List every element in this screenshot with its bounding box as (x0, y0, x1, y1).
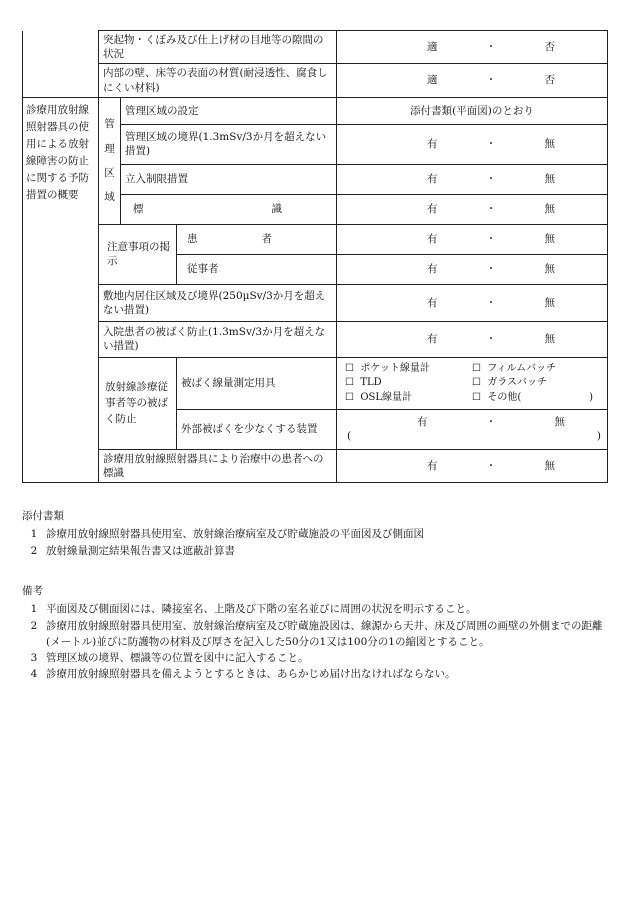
option-separator: ・ (485, 74, 497, 87)
worker-exposure-label: 放射線診療従事者等の被ばく防止 (99, 357, 177, 449)
row-label: 患 者 (177, 224, 337, 254)
option-no[interactable]: 否 (544, 41, 555, 54)
row-label: 標 識 (121, 194, 337, 224)
option-yes[interactable]: 有 (427, 203, 438, 216)
option-separator: ・ (485, 203, 497, 216)
option-no[interactable]: 無 (554, 416, 565, 429)
row-label: 診療用放射線照射器具により治療中の患者への標識 (99, 449, 337, 482)
option-cell[interactable] (337, 194, 608, 224)
table-row (23, 321, 608, 357)
option-no[interactable]: 無 (544, 173, 555, 186)
option-no[interactable]: 無 (544, 263, 555, 276)
table-row (23, 31, 608, 64)
table-row (23, 64, 608, 97)
list-item: 2 診療用放射線照射器具使用室、放射線治療病室及び貯蔵施設図は、線源から天井、床及び周囲の画壁の外側までの距離(メートル)並びに防護物の材料及び厚さを記入した50分の1又は100分の1の縮図とすること。 (30, 619, 603, 648)
checkbox-pocket-dosimeter[interactable]: ☐ ポケット線量計 (345, 362, 430, 374)
row-label: 立入制限措置 (121, 164, 337, 194)
option-separator: ・ (485, 233, 497, 246)
row-label: 被ばく線量測定用具 (177, 357, 337, 409)
option-separator: ・ (485, 333, 497, 346)
notice-label: 注意事項の掲示 (99, 224, 177, 284)
option-separator: ・ (485, 296, 497, 309)
area-label: 管 理 区 域 (99, 97, 121, 224)
dosimeter-options (337, 357, 608, 409)
option-yes[interactable]: 有 (427, 263, 438, 276)
table-row (23, 449, 608, 482)
list-item: 1 診療用放射線照射器具使用室、放射線治療病室及び貯蔵施設の平面図及び側面図 (30, 528, 424, 541)
option-no[interactable]: 無 (544, 138, 555, 151)
option-separator: ・ (485, 173, 497, 186)
row-label: 突起物・くぼみ及び仕上げ材の目地等の隙間の状況 (99, 31, 337, 64)
table-row (23, 224, 608, 254)
list-item: 1 平面図及び側面図には、隣接室名、上階及び下階の室名並びに周囲の状況を明示すること。 (30, 603, 477, 616)
remarks-heading: 備考 (22, 585, 43, 597)
option-separator: ・ (485, 41, 497, 54)
checkbox-osl-dosimeter[interactable]: ☐ OSL線量計 (345, 391, 413, 403)
option-no[interactable]: 無 (544, 203, 555, 216)
facility-form-table (22, 30, 608, 483)
option-cell[interactable] (337, 31, 608, 64)
row-label: 入院患者の被ばく防止(1.3mSv/3か月を超えない措置) (99, 321, 337, 357)
option-no[interactable]: 否 (544, 74, 555, 87)
row-label: 敷地内居住区域及び境界(250μSv/3か月を超えない措置) (99, 284, 337, 321)
list-item: 2 放射線量測定結果報告書又は遮蔽計算書 (30, 544, 235, 557)
table-row (23, 97, 608, 124)
option-separator: ・ (485, 263, 497, 276)
option-separator: ・ (485, 416, 497, 429)
option-cell[interactable] (337, 449, 608, 482)
blank-cell (23, 31, 99, 98)
option-no[interactable]: 無 (544, 459, 555, 472)
option-cell[interactable] (337, 124, 608, 164)
row-label: 外部被ばくを少なくする装置 (177, 409, 337, 449)
option-cell[interactable] (337, 321, 608, 357)
attachments-heading: 添付書類 (22, 510, 64, 522)
option-cell[interactable] (337, 409, 608, 449)
option-yes[interactable]: 有 (427, 173, 438, 186)
option-cell[interactable] (337, 164, 608, 194)
section-label: 診療用放射線照射器具の使用による放射線障害の防止に関する予防措置の概要 (23, 97, 99, 482)
option-yes[interactable]: 有 (427, 138, 438, 151)
option-cell[interactable] (337, 64, 608, 97)
option-yes[interactable]: 適 (427, 41, 438, 54)
attachments-section (22, 508, 612, 559)
checkbox-other[interactable]: ☐ その他( ) (472, 391, 593, 403)
option-yes[interactable]: 適 (427, 74, 438, 87)
option-yes[interactable]: 有 (427, 459, 438, 472)
checkbox-glass-badge[interactable]: ☐ ガラスバッチ (472, 377, 548, 389)
option-yes[interactable]: 有 (427, 233, 438, 246)
external-device-detail-field[interactable]: ( ) (347, 430, 601, 443)
option-no[interactable]: 無 (544, 333, 555, 346)
list-item: 3 管理区域の境界、標識等の位置を図中に記入すること。 (30, 652, 309, 665)
option-no[interactable]: 無 (544, 233, 555, 246)
row-label: 内部の壁、床等の表面の材質(耐浸透性、腐食しにくい材料) (99, 64, 337, 97)
table-row (23, 284, 608, 321)
option-separator: ・ (485, 138, 497, 151)
row-label: 管理区域の設定 (121, 97, 337, 124)
row-label: 従事者 (177, 254, 337, 284)
option-cell[interactable] (337, 224, 608, 254)
table-row (23, 357, 608, 409)
remarks-section (22, 583, 612, 683)
option-yes[interactable]: 有 (417, 416, 428, 429)
checkbox-film-badge[interactable]: ☐ フィルムバッチ (472, 362, 557, 374)
option-separator: ・ (485, 459, 497, 472)
row-label: 管理区域の境界(1.3mSv/3か月を超えない措置) (121, 124, 337, 164)
option-no[interactable]: 無 (544, 296, 555, 309)
option-yes[interactable]: 有 (427, 296, 438, 309)
area-setting-value: 添付書類(平面図)のとおり (337, 97, 608, 124)
option-cell[interactable] (337, 284, 608, 321)
list-item: 4 診療用放射線照射器具を備えようとするときは、あらかじめ届け出なければならない。 (30, 668, 456, 681)
checkbox-tld[interactable]: ☐ TLD (345, 377, 382, 389)
option-yes[interactable]: 有 (427, 333, 438, 346)
option-cell[interactable] (337, 254, 608, 284)
